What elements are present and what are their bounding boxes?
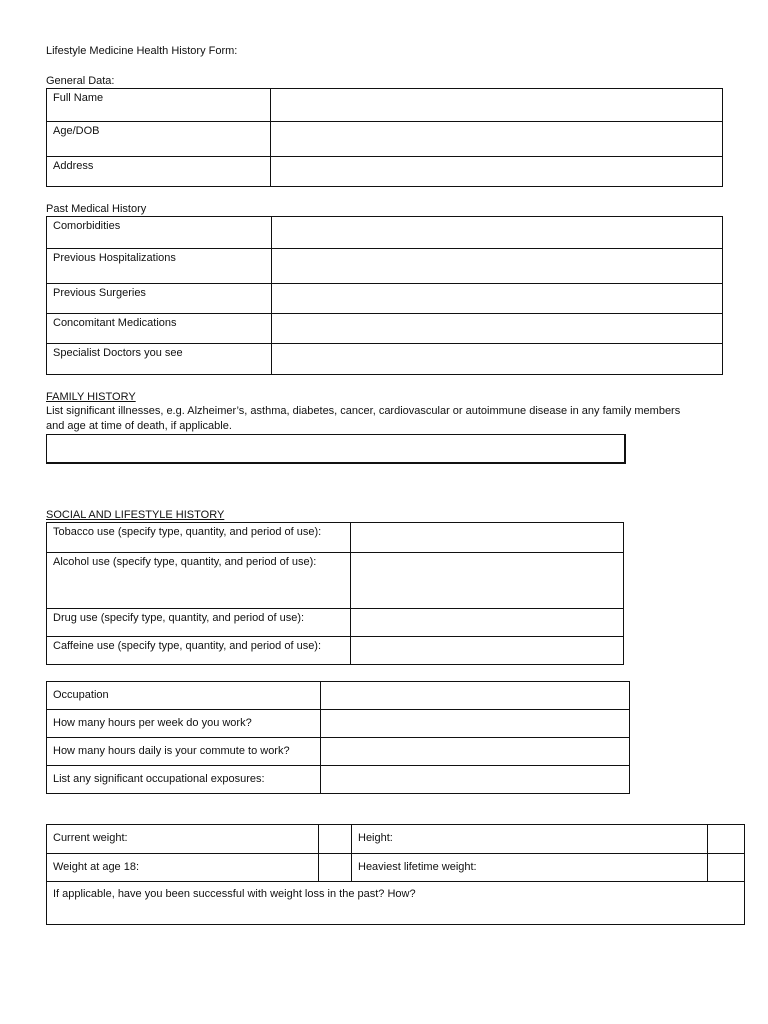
general-data-table	[46, 88, 723, 187]
weight-at-18-label: Weight at age 18:	[47, 854, 319, 882]
previous-surgeries-field[interactable]	[272, 284, 723, 314]
full-name-label: Full Name	[47, 89, 271, 122]
caffeine-use-label: Caffeine use (specify type, quantity, and period of use):	[47, 637, 351, 665]
age-dob-field[interactable]	[271, 122, 723, 157]
previous-hospitalizations-field[interactable]	[272, 249, 723, 284]
concomitant-medications-field[interactable]	[272, 314, 723, 344]
concomitant-medications-label: Concomitant Medications	[47, 314, 272, 344]
occupation-field[interactable]	[321, 682, 630, 710]
specialist-doctors-label: Specialist Doctors you see	[47, 344, 272, 375]
alcohol-use-label: Alcohol use (specify type, quantity, and period of use):	[47, 553, 351, 609]
comorbidities-field[interactable]	[272, 217, 723, 249]
family-history-field[interactable]	[46, 434, 626, 464]
family-history-instructions: List significant illnesses, e.g. Alzheimer’s, asthma, diabetes, cancer, cardiovascular or autoimmune disease in any family members and age at time of death, if applicable.	[46, 405, 681, 432]
alcohol-use-field[interactable]	[351, 553, 624, 609]
height-label: Height:	[352, 825, 708, 854]
occupational-exposures-label: List any significant occupational exposures:	[47, 766, 321, 794]
age-dob-label: Age/DOB	[47, 122, 271, 157]
occupational-exposures-field[interactable]	[321, 766, 630, 794]
previous-hospitalizations-label: Previous Hospitalizations	[47, 249, 272, 284]
commute-hours-field[interactable]	[321, 738, 630, 766]
height-field[interactable]	[708, 825, 745, 854]
family-history-heading: FAMILY HISTORY	[46, 391, 136, 403]
drug-use-label: Drug use (specify type, quantity, and period of use):	[47, 609, 351, 637]
weight-at-18-field[interactable]	[319, 854, 352, 882]
past-medical-table	[46, 216, 723, 375]
caffeine-use-field[interactable]	[351, 637, 624, 665]
weight-loss-question[interactable]: If applicable, have you been successful with weight loss in the past? How?	[47, 882, 745, 925]
drug-use-field[interactable]	[351, 609, 624, 637]
address-field[interactable]	[271, 157, 723, 187]
tobacco-use-field[interactable]	[351, 523, 624, 553]
occupation-label: Occupation	[47, 682, 321, 710]
address-label: Address	[47, 157, 271, 187]
tobacco-use-label: Tobacco use (specify type, quantity, and period of use):	[47, 523, 351, 553]
weight-table	[46, 824, 745, 925]
previous-surgeries-label: Previous Surgeries	[47, 284, 272, 314]
occupation-table	[46, 681, 630, 794]
commute-hours-label: How many hours daily is your commute to work?	[47, 738, 321, 766]
heaviest-weight-label: Heaviest lifetime weight:	[352, 854, 708, 882]
comorbidities-label: Comorbidities	[47, 217, 272, 249]
current-weight-field[interactable]	[319, 825, 352, 854]
specialist-doctors-field[interactable]	[272, 344, 723, 375]
form-title: Lifestyle Medicine Health History Form:	[46, 45, 238, 57]
heaviest-weight-field[interactable]	[708, 854, 745, 882]
past-medical-heading: Past Medical History	[46, 203, 147, 215]
social-lifestyle-heading: SOCIAL AND LIFESTYLE HISTORY	[46, 509, 225, 521]
general-data-heading: General Data:	[46, 75, 115, 87]
social-lifestyle-table	[46, 522, 624, 665]
current-weight-label: Current weight:	[47, 825, 319, 854]
work-hours-field[interactable]	[321, 710, 630, 738]
full-name-field[interactable]	[271, 89, 723, 122]
work-hours-label: How many hours per week do you work?	[47, 710, 321, 738]
